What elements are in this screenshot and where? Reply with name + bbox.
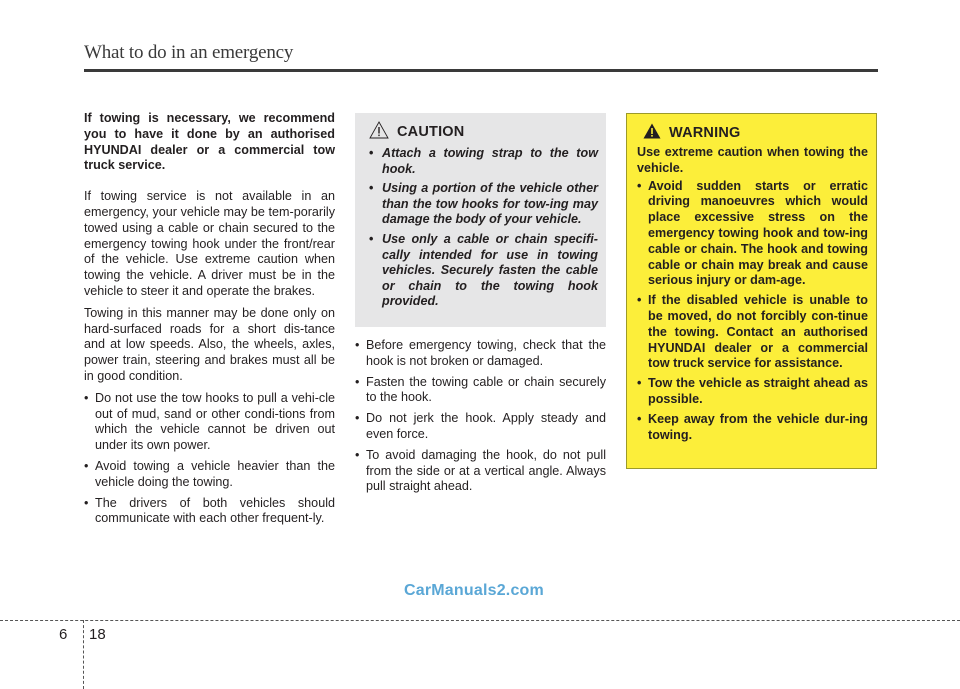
list-item: • Avoid sudden starts or erratic driving manoeuvres which would place excessive stress on the emergency towing hook and tow-ing cable or chain. The hook and towing cable or chain may break and cause serious injury or dam-age. (637, 179, 868, 290)
list-item: • Attach a towing strap to the tow hook. (365, 146, 598, 177)
list-item: • Tow the vehicle as straight ahead as possible. (637, 376, 868, 408)
warning-header (637, 124, 868, 142)
list-item: • To avoid damaging the hook, do not pull from the side or at a vertical angle. Always pull straight ahead. (355, 448, 606, 495)
list-item: • Keep away from the vehicle dur-ing towing. (637, 412, 868, 444)
list-item: • Do not jerk the hook. Apply steady and even force. (355, 411, 606, 443)
list-item: • Avoid towing a vehicle heavier than the vehicle doing the towing. (84, 459, 335, 491)
list-item: • Use only a cable or chain specifi-cally intended for use in towing vehicles. Securely fasten the cable or chain to the towing hook provided. (365, 232, 598, 310)
warning-intro: Use extreme caution when towing the vehicle. (637, 145, 868, 175)
caution-header (365, 123, 598, 141)
list-item: • Using a portion of the vehicle other than the tow hooks for tow-ing may damage the body of your vehicle. (365, 181, 598, 228)
footer-divider (83, 620, 84, 689)
paragraph: Towing in this manner may be done only on hard-surfaced roads for a short dis-tance and at low speeds. Also, the wheels, axles, power train, steering and brakes must all be in good condition. (84, 305, 335, 383)
page-number: 18 (89, 626, 106, 643)
footer-rule (0, 620, 960, 621)
caution-list (365, 146, 598, 310)
paragraph: If towing service is not available in an emergency, your vehicle may be tem-porarily towed using a cable or chain secured to the emergency towing hook under the front/rear of the vehicle. Use extreme caution when towing the vehicle. A driver must be in the vehicle to steer it and operate the brakes. (84, 189, 335, 298)
list-item: • If the disabled vehicle is unable to be moved, do not forcibly con-tinue the towing. Contact an authorised HYUNDAI dealer or a commercial tow truck service for assistance. (637, 293, 868, 372)
warning-triangle-icon (643, 123, 669, 144)
intro-bold-paragraph: If towing is necessary, we recommend you to have it done by an authorised HYUNDAI dealer or a commercial tow truck service. (84, 111, 335, 173)
caution-title: CAUTION (397, 124, 465, 140)
warning-title: WARNING (669, 125, 741, 141)
watermark-link[interactable]: CarManuals2.com (404, 582, 544, 599)
chapter-number: 6 (59, 626, 68, 643)
column-1 (84, 111, 335, 532)
caution-box (355, 113, 606, 327)
list-item: • The drivers of both vehicles should communicate with each other frequent-ly. (84, 496, 335, 528)
warning-list (637, 179, 868, 444)
column-2-bullets (355, 338, 606, 500)
bullet-list (84, 391, 335, 527)
header-rule (84, 69, 878, 72)
list-item: • Before emergency towing, check that the hook is not broken or damaged. (355, 338, 606, 370)
list-item: • Fasten the towing cable or chain securely to the hook. (355, 375, 606, 407)
page-section-title: What to do in an emergency (84, 42, 294, 63)
list-item: • Do not use the tow hooks to pull a vehi-cle out of mud, sand or other condi-tions from which the vehicle cannot be driven out under its own power. (84, 391, 335, 454)
warning-box (626, 113, 877, 469)
caution-triangle-icon (369, 121, 397, 144)
bullet-list (355, 338, 606, 495)
